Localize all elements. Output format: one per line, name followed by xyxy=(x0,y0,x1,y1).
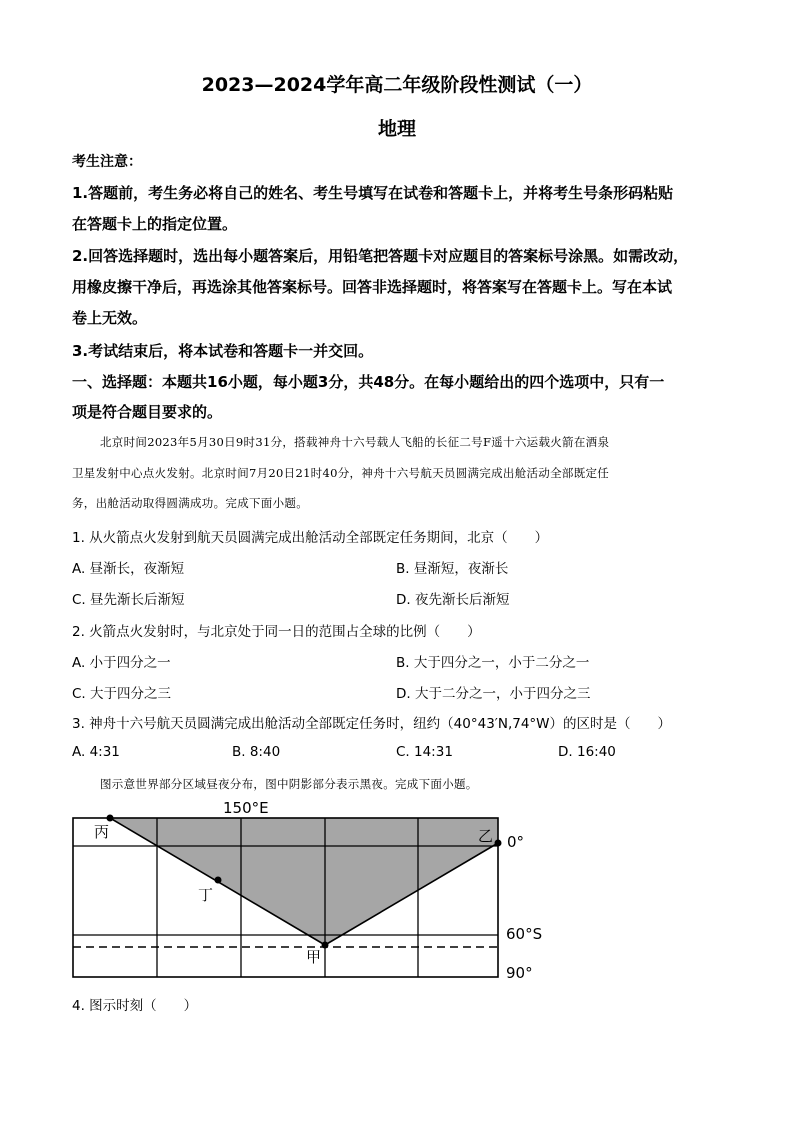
night-shade xyxy=(110,818,498,945)
notice-heading: 考生注意： xyxy=(72,154,142,170)
option-b: B. 昼渐短，夜渐长 xyxy=(396,561,509,577)
latitude-label-90: 90° xyxy=(506,964,533,982)
point-label-jia: 甲 xyxy=(306,948,322,966)
option-a: A. 小于四分之一 xyxy=(72,655,171,671)
passage-line: 北京时间2023年5月30日9时31分，搭载神舟十六号载人飞船的长征二号F遥十六运载火箭在酒泉 xyxy=(100,435,610,449)
longitude-label: 150°E xyxy=(223,799,269,817)
question-stem-1: 1. 从火箭点火发射到航天员圆满完成出舱活动全部既定任务期间，北京（ ） xyxy=(72,530,549,546)
option-d: D. 16:40 xyxy=(558,744,616,760)
option-b: B. 8:40 xyxy=(232,744,281,760)
notice-line: 2.回答选择题时，选出每小题答案后，用铅笔把答题卡对应题目的答案标号涂黑。如需改动， xyxy=(72,247,689,265)
passage-line: 务，出舱活动取得圆满成功。完成下面小题。 xyxy=(72,496,308,510)
question-stem-4: 4. 图示时刻（ ） xyxy=(72,998,198,1014)
figure-intro: 图示意世界部分区域昼夜分布，图中阴影部分表示黑夜。完成下面小题。 xyxy=(100,777,478,791)
option-c: C. 昼先渐长后渐短 xyxy=(72,592,185,608)
latitude-label-60s: 60°S xyxy=(506,925,543,943)
option-a: A. 4:31 xyxy=(72,744,120,760)
point-jia xyxy=(322,942,329,949)
point-ding xyxy=(215,877,222,884)
point-label-bing: 丙 xyxy=(94,823,110,841)
point-yi xyxy=(495,840,502,847)
section-heading: 项是符合题目要求的。 xyxy=(72,403,223,421)
point-label-yi: 乙 xyxy=(478,827,494,845)
passage-line: 卫星发射中心点火发射。北京时间7月20日21时40分，神舟十六号航天员圆满完成出舱活动全部既定任 xyxy=(72,466,610,480)
subject-title: 地理 xyxy=(377,118,416,140)
option-d: D. 夜先渐长后渐短 xyxy=(396,592,510,608)
exam-title: 2023—2024学年高二年级阶段性测试（一） xyxy=(201,74,593,96)
option-b: B. 大于四分之一，小于二分之一 xyxy=(396,655,590,671)
option-d: D. 大于二分之一，小于四分之三 xyxy=(396,686,591,702)
question-stem-2: 2. 火箭点火发射时，与北京处于同一日的范围占全球的比例（ ） xyxy=(72,624,481,640)
notice-line: 用橡皮擦干净后，再选涂其他答案标号。回答非选择题时，将答案写在答题卡上。写在本试 xyxy=(72,278,673,296)
notice-line: 1.答题前，考生务必将自己的姓名、考生号填写在试卷和答题卡上，并将考生号条形码粘贴 xyxy=(72,184,674,202)
latitude-label-equator: 0° xyxy=(507,833,525,851)
notice-line: 在答题卡上的指定位置。 xyxy=(72,215,238,233)
notice-line: 3.考试结束后，将本试卷和答题卡一并交回。 xyxy=(72,342,374,360)
question-stem-3: 3. 神舟十六号航天员圆满完成出舱活动全部既定任务时，纽约（40°43′N,74°W）的区时是（ ） xyxy=(72,716,672,732)
option-a: A. 昼渐长，夜渐短 xyxy=(72,561,185,577)
point-label-ding: 丁 xyxy=(198,886,214,904)
option-c: C. 大于四分之三 xyxy=(72,686,172,702)
section-heading: 一、选择题：本题共16小题，每小题3分，共48分。在每小题给出的四个选项中，只有一 xyxy=(72,373,665,391)
notice-line: 卷上无效。 xyxy=(72,309,148,327)
option-c: C. 14:31 xyxy=(396,744,453,760)
